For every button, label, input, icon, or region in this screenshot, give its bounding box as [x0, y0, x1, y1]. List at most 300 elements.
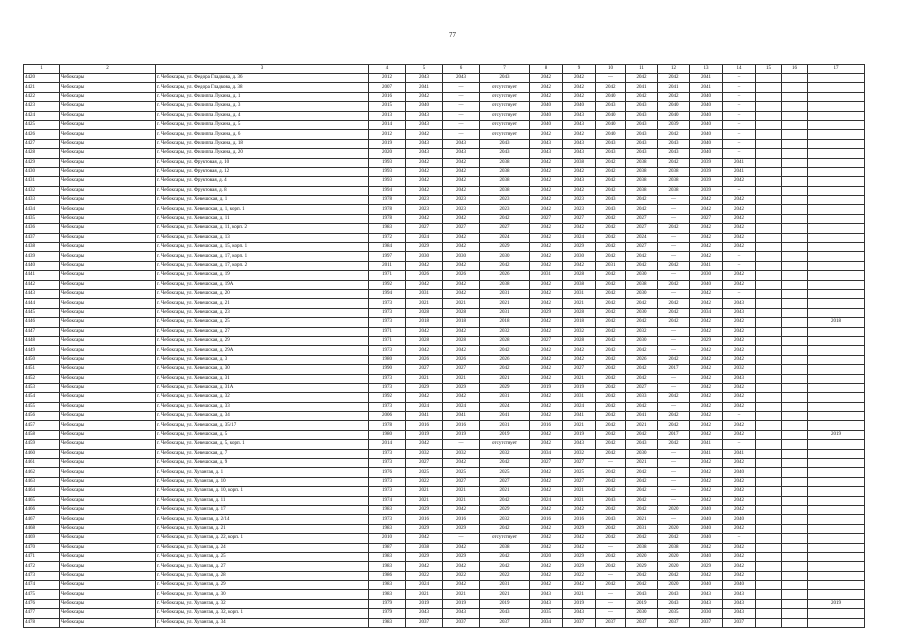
- table-cell: —: [658, 449, 690, 458]
- table-cell: 2042: [480, 214, 530, 223]
- table-cell: 2037: [626, 618, 658, 627]
- table-cell: 2040: [563, 102, 596, 111]
- table-cell: 2027: [443, 365, 480, 374]
- table-cell: Чебоксары: [60, 449, 156, 458]
- table-cell: [756, 534, 782, 543]
- table-cell: 2042: [626, 468, 658, 477]
- table-cell: 4423: [24, 102, 60, 111]
- table-cell: 2038: [406, 543, 443, 552]
- table-cell: [782, 459, 808, 468]
- table-cell: [808, 515, 865, 524]
- table-cell: 2032: [480, 515, 530, 524]
- table-cell: 2041: [723, 449, 756, 458]
- table-cell: 4434: [24, 205, 60, 214]
- table-cell: 2007: [369, 83, 406, 92]
- table-cell: —: [443, 102, 480, 111]
- table-cell: [782, 477, 808, 486]
- table-cell: 2043: [626, 440, 658, 449]
- table-row: [24, 167, 865, 176]
- table-cell: [756, 120, 782, 129]
- table-cell: 2030: [626, 336, 658, 345]
- table-cell: г. Чебоксары, ул. Хевешская, д. 17, корп. 1: [156, 252, 369, 261]
- table-cell: 4466: [24, 505, 60, 514]
- table-cell: 2029: [406, 243, 443, 252]
- table-cell: [808, 393, 865, 402]
- table-cell: 2043: [723, 599, 756, 608]
- table-cell: 4442: [24, 280, 60, 289]
- table-row: [24, 487, 865, 496]
- table-cell: [808, 543, 865, 552]
- table-cell: [808, 402, 865, 411]
- table-cell: 2020: [658, 524, 690, 533]
- table-cell: 2042: [723, 327, 756, 336]
- table-cell: Чебоксары: [60, 139, 156, 148]
- table-cell: [808, 149, 865, 158]
- table-cell: [808, 468, 865, 477]
- table-cell: 2026: [480, 355, 530, 364]
- table-cell: г. Чебоксары, ул. Федора Гладкова, д. 36: [156, 74, 369, 83]
- table-cell: —: [658, 336, 690, 345]
- table-cell: г. Чебоксары, ул. Хузангая, д. 29: [156, 581, 369, 590]
- table-cell: —: [658, 327, 690, 336]
- table-cell: 2032: [480, 327, 530, 336]
- table-cell: [808, 412, 865, 421]
- table-cell: 2042: [596, 271, 626, 280]
- table-cell: [782, 346, 808, 355]
- table-cell: 2038: [658, 543, 690, 552]
- table-cell: отсутствует: [480, 534, 530, 543]
- table-cell: 2042: [563, 355, 596, 364]
- table-cell: Чебоксары: [60, 571, 156, 580]
- table-cell: [782, 158, 808, 167]
- table-cell: –: [723, 534, 756, 543]
- table-cell: [808, 365, 865, 374]
- table-cell: [756, 205, 782, 214]
- table-cell: 2021: [563, 590, 596, 599]
- table-cell: 1980: [369, 355, 406, 364]
- table-cell: 2040: [530, 111, 563, 120]
- table-cell: 2021: [626, 421, 658, 430]
- table-cell: 2030: [626, 609, 658, 618]
- table-cell: г. Чебоксары, ул. Хузангая, д. 32, корп. 1: [156, 609, 369, 618]
- table-cell: 2026: [406, 271, 443, 280]
- table-cell: 2022: [443, 571, 480, 580]
- table-row: [24, 139, 865, 148]
- table-cell: г. Чебоксары, ул. Хевешская, д. 9: [156, 459, 369, 468]
- table-cell: –: [723, 186, 756, 195]
- table-cell: 4448: [24, 336, 60, 345]
- buildings-table: [23, 64, 865, 628]
- table-cell: 2020: [658, 562, 690, 571]
- table-cell: г. Чебоксары, ул. Хузангая, д. 30: [156, 590, 369, 599]
- table-cell: –: [723, 102, 756, 111]
- table-cell: г. Чебоксары, ул. Хевешская, д. 35/17: [156, 421, 369, 430]
- table-cell: 2042: [690, 496, 723, 505]
- table-cell: 2042: [530, 252, 563, 261]
- table-cell: [756, 393, 782, 402]
- table-cell: 4451: [24, 365, 60, 374]
- table-cell: [756, 599, 782, 608]
- table-cell: Чебоксары: [60, 318, 156, 327]
- table-cell: 2042: [658, 261, 690, 270]
- table-cell: 2042: [480, 562, 530, 571]
- table-cell: 2043: [626, 590, 658, 599]
- table-cell: 2042: [596, 505, 626, 514]
- table-cell: 2040: [690, 139, 723, 148]
- table-cell: г. Чебоксары, ул. Фруктовая, д. 10: [156, 158, 369, 167]
- table-cell: 2040: [690, 102, 723, 111]
- table-cell: 2024: [443, 402, 480, 411]
- table-row: [24, 505, 865, 514]
- table-cell: [782, 83, 808, 92]
- table-cell: 2042: [530, 412, 563, 421]
- table-cell: 1971: [369, 327, 406, 336]
- table-cell: 2042: [723, 214, 756, 223]
- column-header: 11: [626, 65, 658, 74]
- table-cell: 2042: [596, 534, 626, 543]
- table-cell: 1983: [369, 524, 406, 533]
- table-cell: Чебоксары: [60, 336, 156, 345]
- table-row: [24, 496, 865, 505]
- table-cell: [782, 449, 808, 458]
- table-cell: 2042: [563, 543, 596, 552]
- table-cell: Чебоксары: [60, 158, 156, 167]
- table-cell: 2043: [406, 609, 443, 618]
- table-cell: г. Чебоксары, ул. Хевешская, д. 34: [156, 412, 369, 421]
- table-cell: 2042: [596, 524, 626, 533]
- table-cell: 2042: [530, 571, 563, 580]
- table-cell: 2037: [406, 618, 443, 627]
- table-cell: [756, 243, 782, 252]
- column-header: 8: [530, 65, 563, 74]
- table-cell: [782, 167, 808, 176]
- table-cell: 2042: [530, 393, 563, 402]
- table-cell: 4424: [24, 111, 60, 120]
- table-row: [24, 468, 865, 477]
- table-row: [24, 477, 865, 486]
- table-cell: 2041: [690, 449, 723, 458]
- table-cell: отсутствует: [480, 102, 530, 111]
- table-cell: 1979: [369, 609, 406, 618]
- column-header: 1: [24, 65, 60, 74]
- table-cell: 2042: [530, 327, 563, 336]
- table-cell: [756, 177, 782, 186]
- table-cell: г. Чебоксары, ул. Фруктовая, д. 4: [156, 177, 369, 186]
- table-cell: 2026: [406, 355, 443, 364]
- table-cell: 2042: [690, 205, 723, 214]
- table-row: [24, 205, 865, 214]
- table-cell: 4431: [24, 177, 60, 186]
- table-cell: [782, 130, 808, 139]
- table-cell: [756, 214, 782, 223]
- table-row: [24, 412, 865, 421]
- table-cell: 2038: [658, 177, 690, 186]
- table-cell: 2041: [723, 167, 756, 176]
- table-cell: 2042: [723, 318, 756, 327]
- table-cell: 2042: [596, 308, 626, 317]
- table-cell: 2042: [690, 318, 723, 327]
- table-cell: 2043: [626, 111, 658, 120]
- table-cell: 2043: [723, 609, 756, 618]
- table-cell: 2040: [690, 524, 723, 533]
- table-cell: 2027: [480, 224, 530, 233]
- table-cell: г. Чебоксары, ул. Хевешская, д. 33: [156, 402, 369, 411]
- table-cell: 2042: [723, 524, 756, 533]
- table-cell: [808, 609, 865, 618]
- table-cell: 2042: [530, 430, 563, 439]
- table-cell: [782, 383, 808, 392]
- table-cell: 2042: [443, 214, 480, 223]
- table-cell: г. Чебоксары, ул. Фруктовая, д. 12: [156, 167, 369, 176]
- table-cell: [756, 365, 782, 374]
- table-cell: 2042: [723, 243, 756, 252]
- table-cell: [756, 543, 782, 552]
- table-cell: 4460: [24, 449, 60, 458]
- table-cell: 2042: [530, 280, 563, 289]
- table-cell: 2042: [690, 299, 723, 308]
- table-cell: [782, 552, 808, 561]
- table-cell: 2043: [626, 120, 658, 129]
- table-cell: 4422: [24, 92, 60, 101]
- table-cell: 2042: [530, 196, 563, 205]
- table-cell: 2037: [563, 618, 596, 627]
- table-cell: 2042: [596, 421, 626, 430]
- table-cell: 2042: [480, 261, 530, 270]
- table-cell: 2042: [406, 393, 443, 402]
- table-cell: 2043: [626, 130, 658, 139]
- table-cell: [782, 421, 808, 430]
- table-cell: 2043: [530, 599, 563, 608]
- table-row: [24, 346, 865, 355]
- table-cell: 2042: [563, 186, 596, 195]
- table-cell: [782, 562, 808, 571]
- table-cell: 2041: [658, 83, 690, 92]
- table-cell: 2042: [626, 365, 658, 374]
- table-cell: 2042: [658, 421, 690, 430]
- table-cell: 2042: [596, 365, 626, 374]
- table-cell: Чебоксары: [60, 459, 156, 468]
- table-cell: Чебоксары: [60, 280, 156, 289]
- table-cell: 2030: [480, 252, 530, 261]
- table-cell: 1976: [369, 468, 406, 477]
- table-cell: 4453: [24, 383, 60, 392]
- table-cell: 2025: [563, 468, 596, 477]
- table-cell: 2042: [530, 505, 563, 514]
- table-cell: 2040: [596, 120, 626, 129]
- table-cell: 2024: [480, 402, 530, 411]
- table-cell: 2027: [626, 224, 658, 233]
- table-cell: 2035: [530, 609, 563, 618]
- table-row: [24, 149, 865, 158]
- table-cell: 2031: [563, 393, 596, 402]
- table-cell: 2043: [658, 139, 690, 148]
- table-cell: 2016: [443, 515, 480, 524]
- table-cell: [756, 111, 782, 120]
- table-cell: г. Чебоксары, ул. Фруктовая, д. 8: [156, 186, 369, 195]
- table-cell: г. Чебоксары, ул. Хузангая, д. 10: [156, 477, 369, 486]
- table-cell: 2042: [723, 421, 756, 430]
- table-cell: 2042: [530, 402, 563, 411]
- table-cell: 2021: [443, 590, 480, 599]
- table-cell: 2042: [723, 224, 756, 233]
- table-cell: г. Чебоксары, ул. Хевешская, д. 31: [156, 374, 369, 383]
- table-cell: 1973: [369, 515, 406, 524]
- table-row: [24, 92, 865, 101]
- table-cell: 2021: [626, 459, 658, 468]
- table-cell: Чебоксары: [60, 214, 156, 223]
- table-header-row: [24, 65, 865, 74]
- table-cell: 1971: [369, 336, 406, 345]
- table-cell: 2040: [690, 552, 723, 561]
- table-cell: 2012: [369, 130, 406, 139]
- column-header: 5: [406, 65, 443, 74]
- table-cell: [756, 609, 782, 618]
- table-cell: 2042: [723, 346, 756, 355]
- table-cell: 2026: [626, 355, 658, 364]
- table-cell: 2042: [658, 318, 690, 327]
- table-cell: 2019: [480, 430, 530, 439]
- table-cell: Чебоксары: [60, 120, 156, 129]
- table-cell: г. Чебоксары, ул. Хевешская, д. 13: [156, 233, 369, 242]
- table-cell: 2042: [626, 487, 658, 496]
- table-cell: 2032: [406, 449, 443, 458]
- table-cell: 1992: [369, 393, 406, 402]
- table-cell: 2038: [658, 186, 690, 195]
- table-cell: —: [658, 468, 690, 477]
- table-cell: 2042: [626, 74, 658, 83]
- table-cell: Чебоксары: [60, 496, 156, 505]
- table-cell: Чебоксары: [60, 421, 156, 430]
- table-cell: 2027: [406, 365, 443, 374]
- table-cell: г. Чебоксары, ул. Хевешская, д. 20: [156, 289, 369, 298]
- table-cell: 2042: [723, 271, 756, 280]
- table-row: [24, 299, 865, 308]
- table-cell: 2021: [443, 299, 480, 308]
- table-cell: [756, 336, 782, 345]
- table-cell: 4428: [24, 149, 60, 158]
- table-cell: —: [658, 243, 690, 252]
- table-cell: 2027: [563, 365, 596, 374]
- table-cell: 2042: [626, 252, 658, 261]
- table-cell: отсутствует: [480, 92, 530, 101]
- table-cell: 2029: [406, 552, 443, 561]
- table-cell: [756, 552, 782, 561]
- table-cell: 1983: [369, 618, 406, 627]
- table-cell: Чебоксары: [60, 609, 156, 618]
- table-cell: —: [658, 487, 690, 496]
- table-cell: [756, 440, 782, 449]
- table-cell: 2040: [723, 468, 756, 477]
- table-cell: 2021: [563, 299, 596, 308]
- table-cell: 2021: [626, 515, 658, 524]
- table-cell: 4472: [24, 562, 60, 571]
- table-cell: 2029: [530, 308, 563, 317]
- table-cell: 4446: [24, 318, 60, 327]
- table-cell: [756, 308, 782, 317]
- table-row: [24, 524, 865, 533]
- table-cell: г. Чебоксары, ул. Филиппа Лукина, д. 20: [156, 149, 369, 158]
- table-cell: г. Чебоксары, ул. Хузангая, д. 24: [156, 543, 369, 552]
- table-cell: 2041: [480, 412, 530, 421]
- table-cell: 2014: [369, 440, 406, 449]
- table-cell: г. Чебоксары, ул. Хевешская, д. 11, корп. 2: [156, 224, 369, 233]
- table-cell: г. Чебоксары, ул. Хузангая, д. 1: [156, 468, 369, 477]
- table-cell: 2042: [723, 571, 756, 580]
- table-cell: 2023: [480, 205, 530, 214]
- table-cell: –: [723, 252, 756, 261]
- table-cell: 2042: [690, 477, 723, 486]
- table-cell: 2042: [723, 487, 756, 496]
- table-cell: 2042: [563, 167, 596, 176]
- table-cell: [808, 505, 865, 514]
- table-cell: 2043: [723, 308, 756, 317]
- table-row: [24, 130, 865, 139]
- table-cell: 1983: [369, 224, 406, 233]
- column-header: 16: [782, 65, 808, 74]
- table-cell: 2038: [563, 280, 596, 289]
- table-cell: —: [443, 440, 480, 449]
- table-cell: 2043: [480, 149, 530, 158]
- table-cell: 2022: [406, 571, 443, 580]
- table-cell: 2038: [480, 186, 530, 195]
- table-cell: 2042: [530, 487, 563, 496]
- table-cell: 2043: [480, 74, 530, 83]
- table-cell: 2023: [443, 196, 480, 205]
- table-cell: 2024: [406, 581, 443, 590]
- table-cell: 2042: [658, 308, 690, 317]
- table-cell: 2042: [443, 158, 480, 167]
- table-cell: 4458: [24, 430, 60, 439]
- table-cell: 2027: [626, 243, 658, 252]
- table-cell: 4465: [24, 496, 60, 505]
- table-cell: 2043: [658, 590, 690, 599]
- table-cell: 2042: [530, 92, 563, 101]
- table-cell: 4462: [24, 468, 60, 477]
- table-cell: 2032: [480, 449, 530, 458]
- table-cell: 2042: [626, 496, 658, 505]
- table-cell: 2027: [563, 459, 596, 468]
- table-cell: 2043: [443, 74, 480, 83]
- table-cell: 2042: [723, 402, 756, 411]
- table-cell: 4457: [24, 421, 60, 430]
- table-cell: —: [596, 590, 626, 599]
- table-cell: 2040: [596, 92, 626, 101]
- table-cell: 2039: [690, 186, 723, 195]
- table-cell: 1978: [369, 196, 406, 205]
- table-cell: [808, 562, 865, 571]
- table-cell: 1994: [369, 186, 406, 195]
- table-cell: 2042: [723, 477, 756, 486]
- table-cell: 2043: [563, 609, 596, 618]
- table-cell: Чебоксары: [60, 365, 156, 374]
- table-cell: 2042: [530, 130, 563, 139]
- table-cell: [808, 186, 865, 195]
- table-cell: 2042: [723, 177, 756, 186]
- table-row: [24, 365, 865, 374]
- table-cell: –: [723, 149, 756, 158]
- table-cell: 2013: [369, 111, 406, 120]
- table-cell: 2042: [626, 92, 658, 101]
- table-cell: 2042: [480, 524, 530, 533]
- table-cell: 2041: [690, 261, 723, 270]
- table-cell: отсутствует: [480, 130, 530, 139]
- table-cell: [756, 167, 782, 176]
- table-cell: 1973: [369, 477, 406, 486]
- table-cell: Чебоксары: [60, 393, 156, 402]
- table-cell: Чебоксары: [60, 233, 156, 242]
- table-cell: г. Чебоксары, ул. Хевешская, д. 19А: [156, 280, 369, 289]
- table-cell: [808, 308, 865, 317]
